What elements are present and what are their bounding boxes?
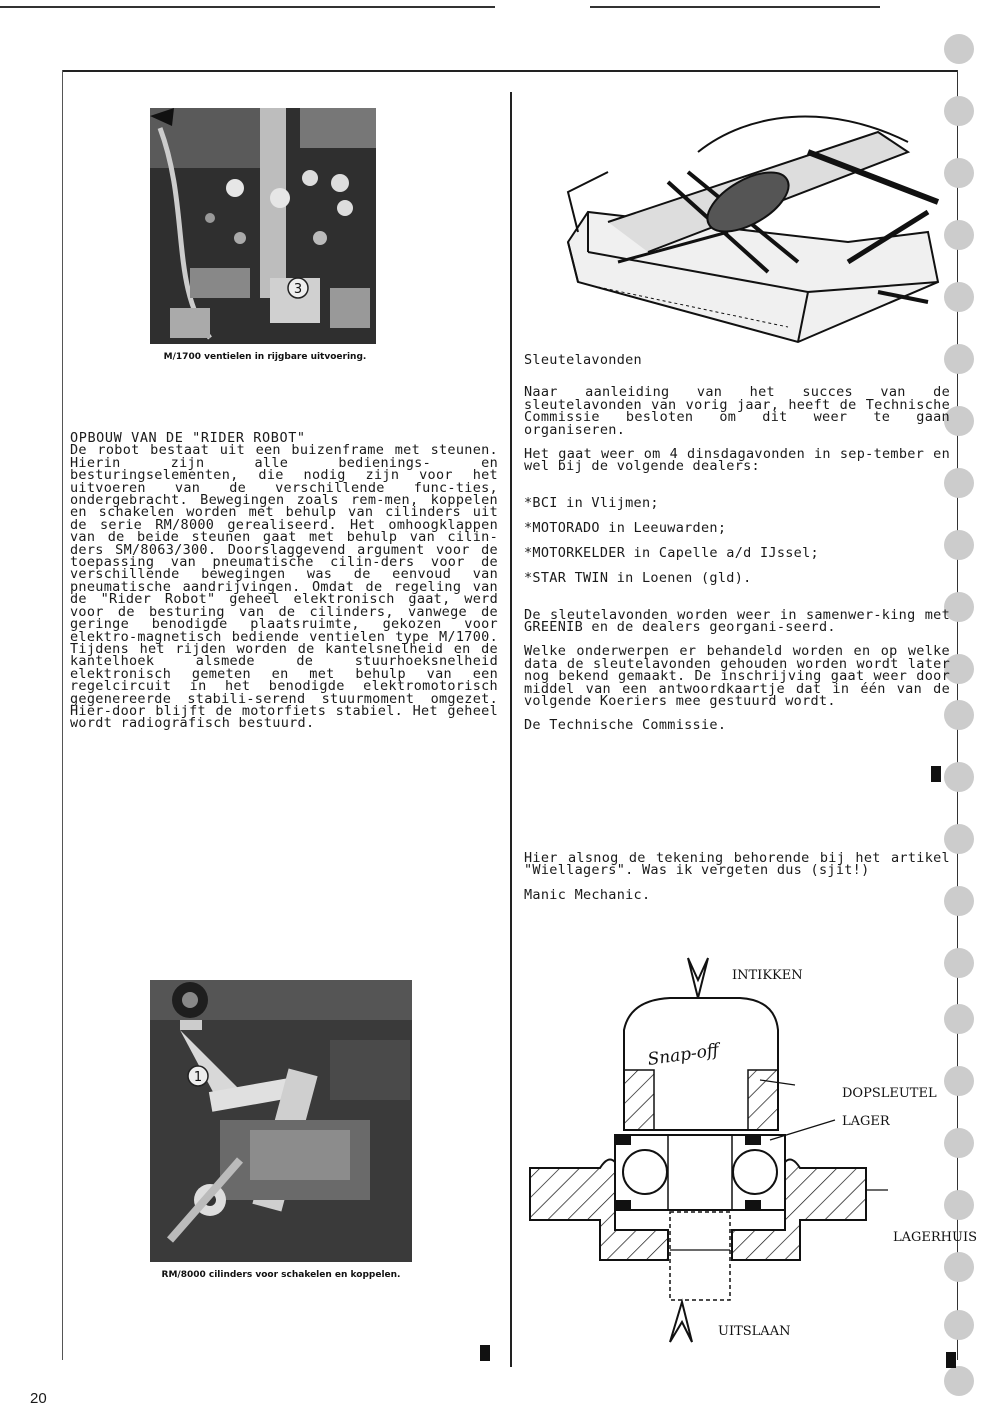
binder-hole [944,96,974,126]
page-frame-top [62,70,958,72]
photo-cylinders [150,980,412,1262]
binder-hole [944,34,974,64]
top-rule [590,6,880,8]
label-uitslaan: UITSLAAN [718,1324,791,1339]
article-title: Sleutelavonden [524,352,642,368]
column-divider [510,92,512,1367]
paragraph: De sleutelavonden worden weer in samenwer-king met GREENIB en de dealers georgani-seerd. [524,606,950,635]
socket-brand: Snap-off [646,1040,721,1070]
page-frame-left [62,70,63,1360]
binder-hole [944,1366,974,1396]
top-rule [0,6,495,8]
paragraph: Hier alsnog de tekening behorende bij het artikel "Wiellagers". Was ik vergeten dus (sjit!) [524,850,950,879]
binder-hole [944,762,974,792]
dealer-item: *MOTORKELDER in Capelle a/d IJssel; [524,544,819,561]
article-sleutelavonden [524,354,950,744]
label-intikken: INTIKKEN [732,968,803,983]
photo-marker: 1 [193,1070,203,1085]
dealer-item: *BCI in Vlijmen; [524,495,659,512]
bearing-drawing [520,950,986,1350]
paragraph: Welke onderwerpen er behandeld worden en op welke data de sleutelavonden gehouden worden wordt later nog bekend gemaakt. De inschrijving gaat weer door middel van een antwoordkaartje dat in één van de volgende Koeriers mee gestuurd wordt. [524,643,950,709]
binder-hole [944,158,974,188]
paragraph: Het gaat weer om 4 dinsdagavonden in sep-tember en wel bij de volgende dealers: [524,446,950,475]
photo-caption: M/1700 ventielen in rijgbare uitvoering. [163,352,367,362]
dealer-item: *MOTORADO in Leeuwarden; [524,520,727,537]
end-square [946,1352,956,1368]
dealer-item: *STAR TWIN in Loenen (gld). [524,569,752,586]
label-dopsleutel: DOPSLEUTEL [842,1086,937,1101]
author: Manic Mechanic. [524,886,651,903]
photo-valves [150,108,376,344]
article-rider-robot [70,432,498,730]
toolkit-illustration [548,92,948,344]
binder-hole [944,282,974,312]
dealer-list [524,485,950,597]
paragraph: Naar aanleiding van het succes van de sleutelavonden van vorig jaar, heeft de Technische Commissie besloten om dit weer te gaan organiseren. [524,384,950,438]
signoff: De Technische Commissie. [524,717,727,734]
label-lager: LAGER [842,1114,890,1129]
article-body: De robot bestaat uit een buizenframe met steunen. Hierin zijn alle bedienings- en besturingselementen, die nodig zijn voor het uitvoeren van de verschillende func-ties, ondergebracht. Bewegingen zoals rem-men, koppelen en schakelen worden met behulp van cilinders uit de serie RM/8000 gerealiseerd. Het omhoogklappen van de beide steunen gaat met behulp van cilin-ders SM/8063/300. Doorslaggevend argument voor de toepassing van pneumatische cilin-ders voor de verschillende bewegingen was de eenvoud van pneumatische aandrijvingen. Omdat de regeling van de "Rider Robot" geheel elektronisch gaat, werd voor de besturing van de cilinders, vanwege de geringe benodigde plaatsruimte, gekozen voor elektro-magnetisch bediende ventielen type M/1700. Tijdens het rijden worden de kantelsnelheid en de kantelhoek alsmede de stuurhoeksnelheid elektronisch gemeten en met behulp van een regelcircuit in het benodigde elektromotorisch gegenereerde stabili-serend stuurmoment omgezet. Hier-door blijft de motorfiets stabiel. Het geheel wordt radiografisch bestuurd. [70,442,498,732]
photo-marker: 3 [293,282,303,297]
end-square [931,766,941,782]
article-heading: OPBOUW VAN DE "RIDER ROBOT" [70,430,306,446]
wiellagers-note [524,852,950,913]
binder-hole [944,220,974,250]
end-square [480,1345,490,1361]
page-number: 20 [30,1390,47,1407]
label-lagerhuis: LAGERHUIS [893,1230,978,1245]
photo-caption: RM/8000 cilinders voor schakelen en koppelen. [161,1270,401,1280]
